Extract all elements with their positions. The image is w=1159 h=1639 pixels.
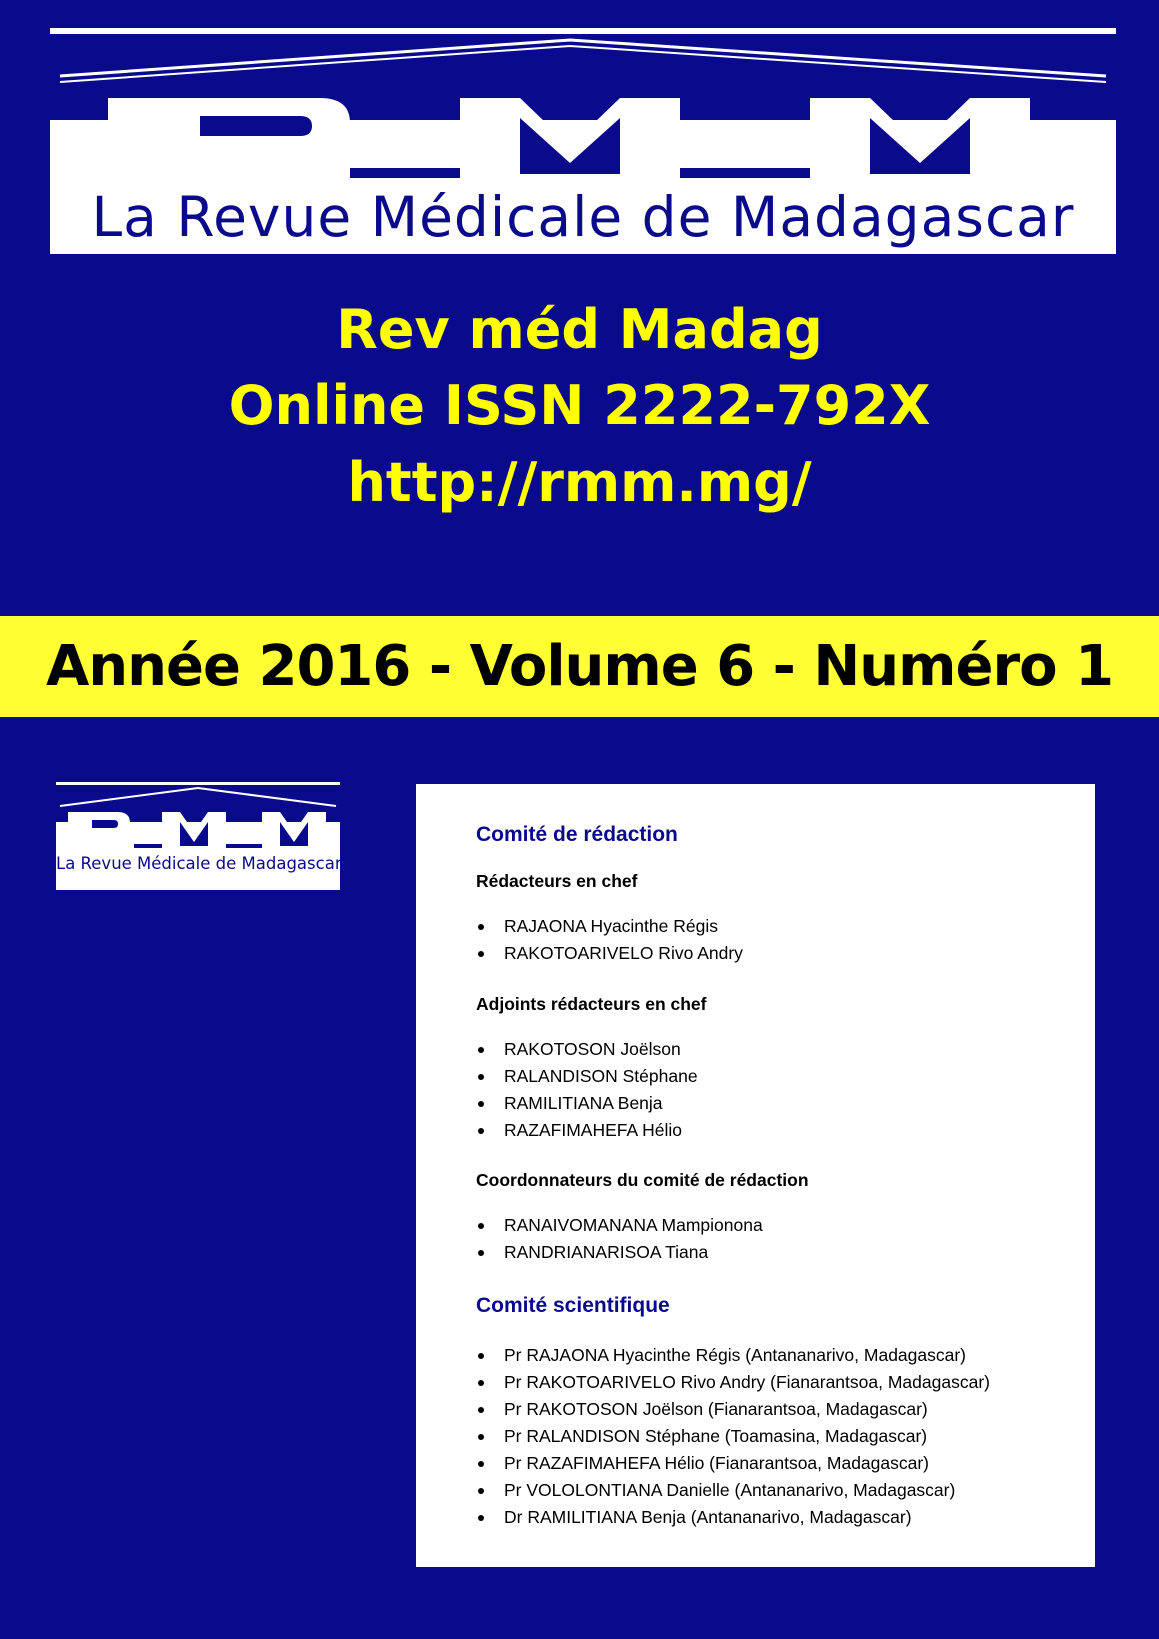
list-item: RALANDISON Stéphane xyxy=(476,1063,698,1090)
redaction-committee-title: Comité de rédaction xyxy=(476,823,678,846)
list-item: RAJAONA Hyacinthe Régis xyxy=(476,913,743,940)
small-rmm-emblem xyxy=(56,782,340,854)
chief-editors-list xyxy=(476,913,743,967)
rmm-logo-emblem xyxy=(50,28,1116,188)
small-logo xyxy=(56,782,340,890)
list-item: Pr RAKOTOARIVELO Rivo Andry (Fianarantsoa, Madagascar) xyxy=(476,1369,990,1396)
issue-banner xyxy=(0,616,1159,717)
list-item: RANAIVOMANANA Mampionona xyxy=(476,1212,763,1239)
coordinators-list xyxy=(476,1212,763,1266)
list-item: Pr RALANDISON Stéphane (Toamasina, Madagascar) xyxy=(476,1423,990,1450)
list-item: RAMILITIANA Benja xyxy=(476,1090,698,1117)
list-item: Pr VOLOLONTIANA Danielle (Antananarivo, Madagascar) xyxy=(476,1477,990,1504)
list-item: Pr RAZAFIMAHEFA Hélio (Fianarantsoa, Madagascar) xyxy=(476,1450,990,1477)
masthead-logo-subtitle: La Revue Médicale de Madagascar xyxy=(91,185,1075,249)
list-item: RAZAFIMAHEFA Hélio xyxy=(476,1117,698,1144)
list-item: Pr RAKOTOSON Joëlson (Fianarantsoa, Madagascar) xyxy=(476,1396,990,1423)
small-logo-subtitle: La Revue Médicale de Madagascar xyxy=(56,854,342,873)
list-item: RANDRIANARISOA Tiana xyxy=(476,1239,763,1266)
masthead-logo xyxy=(50,28,1116,254)
scientific-committee-title: Comité scientifique xyxy=(476,1294,670,1317)
chief-editors-title: Rédacteurs en chef xyxy=(476,871,638,891)
committee-panel xyxy=(416,784,1095,1567)
list-item: RAKOTOARIVELO Rivo Andry xyxy=(476,940,743,967)
issue-banner-text: Année 2016 - Volume 6 - Numéro 1 xyxy=(45,634,1114,699)
list-item: RAKOTOSON Joëlson xyxy=(476,1036,698,1063)
list-item: Dr RAMILITIANA Benja (Antananarivo, Madagascar) xyxy=(476,1504,990,1531)
journal-issn: Online ISSN 2222-792X xyxy=(228,374,931,437)
journal-abbreviation: Rev méd Madag xyxy=(336,298,823,361)
scientific-committee-list xyxy=(476,1342,990,1531)
deputy-editors-title: Adjoints rédacteurs en chef xyxy=(476,994,707,1014)
deputy-editors-list xyxy=(476,1036,698,1144)
coordinators-title: Coordonnateurs du comité de rédaction xyxy=(476,1170,809,1190)
journal-url[interactable]: http://rmm.mg/ xyxy=(347,451,812,514)
list-item: Pr RAJAONA Hyacinthe Régis (Antananarivo, Madagascar) xyxy=(476,1342,990,1369)
